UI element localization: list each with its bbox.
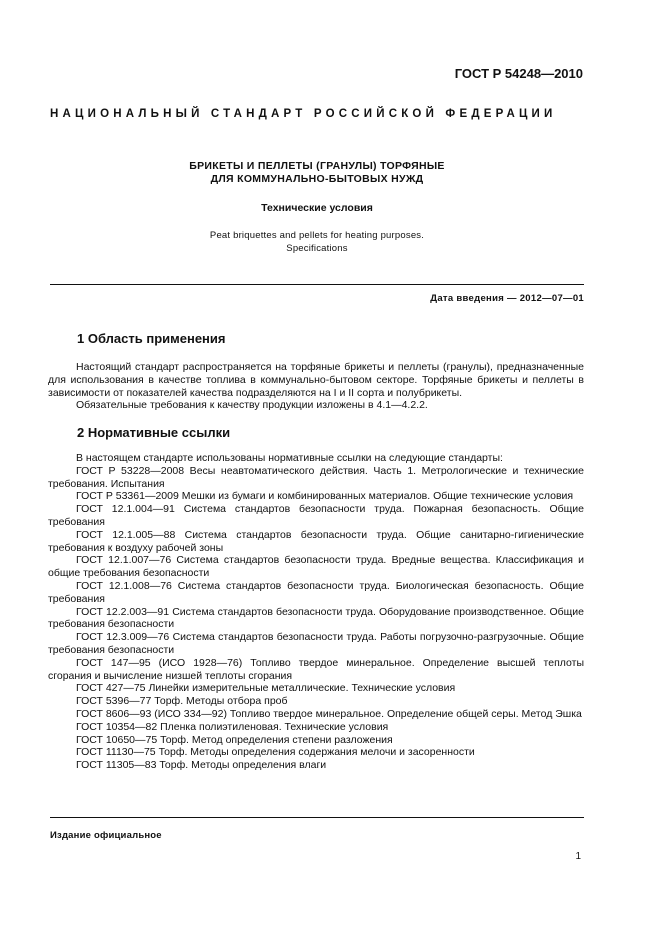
document-id: ГОСТ Р 54248—2010 xyxy=(454,66,583,81)
english-title xyxy=(50,229,584,255)
english-title-line-1: Peat briquettes and pellets for heating purposes. xyxy=(209,230,425,241)
introduction-date: Дата введения — 2012—07—01 xyxy=(430,293,584,304)
reference-entry: ГОСТ 10354—82 Пленка полиэтиленовая. Технические условия xyxy=(76,720,389,733)
reference-entry: ГОСТ 427—75 Линейки измерительные металлические. Технические условия xyxy=(76,682,456,695)
official-edition-label: Издание официальное xyxy=(50,830,162,841)
section-2-paragraph: В настоящем стандарте использованы нормативные ссылки на следующие стандарты: xyxy=(76,452,503,464)
reference-entry: ГОСТ Р 53361—2009 Мешки из бумаги и комбинированных материалов. Общие технические условия xyxy=(76,490,574,503)
reference-entry: ГОСТ 5396—77 Торф. Методы отбора проб xyxy=(76,695,288,708)
page-number: 1 xyxy=(575,851,581,862)
reference-entry: ГОСТ 12.3.009—76 Система стандартов безопасности труда. Работы погрузочно-разгрузочные. Общие требования безопасности xyxy=(48,631,584,656)
reference-entry: ГОСТ 11305—83 Торф. Методы определения влаги xyxy=(76,759,327,772)
reference-entry: ГОСТ 12.1.004—91 Система стандартов безопасности труда. Пожарная безопасность. Общие требования xyxy=(48,503,584,528)
reference-entry: ГОСТ 12.1.008—76 Система стандартов безопасности труда. Биологическая безопасность. Общие требования xyxy=(48,579,584,605)
reference-entry: ГОСТ 147—95 (ИСО 1928—76) Топливо твердое минеральное. Определение высшей теплоты сгорания и вычисление низшей теплоты сгорания xyxy=(48,656,584,682)
footer-divider xyxy=(50,817,584,818)
section-2-body xyxy=(48,452,584,772)
title-line-1: БРИКЕТЫ И ПЕЛЛЕТЫ (ГРАНУЛЫ) ТОРФЯНЫЕ xyxy=(189,160,445,172)
english-title-line-2: Specifications xyxy=(286,243,348,254)
reference-entry: ГОСТ 12.1.005—88 Система стандартов безопасности труда. Общие санитарно-гигиенические требования к воздуху рабочей зоны xyxy=(48,528,584,554)
reference-entry: ГОСТ 12.1.007—76 Система стандартов безопасности труда. Вредные вещества. Классификация и общие требования безопасности xyxy=(48,554,584,580)
section-1-paragraph: Настоящий стандарт распространяется на торфяные брикеты и пеллеты (гранулы), предназначенные для использования в качестве топлива в коммунально-бытовом секторе. Торфяные брикеты и пеллеты в зависимости от показателей качества подразделяются на I и II сорта и полубрикеты. xyxy=(48,361,584,399)
section-1-heading: 1 Область применения xyxy=(77,331,226,346)
document-title xyxy=(50,160,584,186)
section-2-heading: 2 Нормативные ссылки xyxy=(77,425,231,440)
reference-entry: ГОСТ Р 53228—2008 Весы неавтоматического действия. Часть 1. Метрологические и технические требования. Испытания xyxy=(48,464,584,490)
header-divider xyxy=(50,284,584,285)
title-line-2: ДЛЯ КОММУНАЛЬНО-БЫТОВЫХ НУЖД xyxy=(210,173,424,185)
section-1-paragraph: Обязательные требования к качеству продукции изложены в 4.1—4.2.2. xyxy=(76,399,428,412)
reference-entry: ГОСТ 12.2.003—91 Система стандартов безопасности труда. Оборудование производственное. Общие требования безопасности xyxy=(48,605,584,631)
reference-entry: ГОСТ 10650—75 Торф. Метод определения степени разложения xyxy=(76,733,393,746)
reference-entry: ГОСТ 11130—75 Торф. Методы определения содержания мелочи и засоренности xyxy=(76,746,475,759)
national-standard-heading: НАЦИОНАЛЬНЫЙ СТАНДАРТ РОССИЙСКОЙ ФЕДЕРАЦИИ xyxy=(50,108,557,120)
section-1-body xyxy=(48,361,584,412)
reference-entry: ГОСТ 8606—93 (ИСО 334—92) Топливо твердое минеральное. Определение общей серы. Метод Эшка xyxy=(76,707,582,720)
document-subtitle: Технические условия xyxy=(261,202,373,214)
